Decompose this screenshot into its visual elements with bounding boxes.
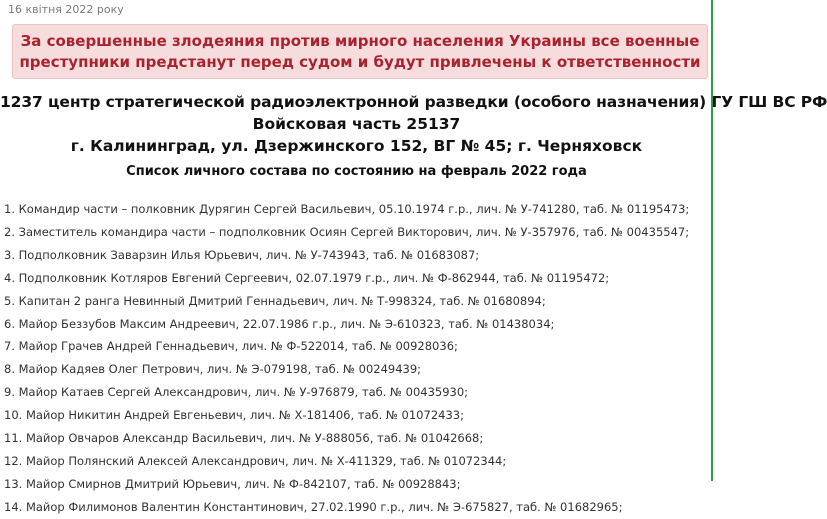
list-item: 12. Майор Полянский Алексей Александрович, лич. № Х-411329, таб. № 01072344; xyxy=(4,453,507,468)
list-item: 5. Капитан 2 ранга Невинный Дмитрий Геннадьевич, лич. № Т-998324, таб. № 01680894; xyxy=(4,293,546,308)
unit-number: Войсковая часть 25137 xyxy=(252,115,461,133)
list-item: 4. Подполковник Котляров Евгений Сергеевич, 02.07.1979 г.р., лич. № Ф-862944, таб. № 01195472; xyxy=(4,270,610,285)
list-item: 1. Командир части – полковник Дурягин Сергей Васильевич, 05.10.1974 г.р., лич. № У-741280, таб. № 01195473; xyxy=(4,202,690,216)
page-title: 1237 центр стратегической радиоэлектронной разведки (особого назначения) ГУ ГШ ВС РФ xyxy=(0,93,827,111)
list-subtitle: Список личного состава по состоянию на февраль 2022 года xyxy=(126,164,587,179)
list-item: 9. Майор Катаев Сергей Александрович, лич. № У-976879, таб. № 00435930; xyxy=(4,385,469,400)
list-item: 3. Подполковник Заварзин Илья Юрьевич, лич. № У-743943, таб. № 01683087; xyxy=(4,247,480,262)
list-item: 11. Майор Овчаров Александр Васильевич, лич. № У-888056, таб. № 01042668; xyxy=(4,431,484,446)
document-header xyxy=(0,91,827,181)
alert-line-2: преступники предстанут перед судом и будут привлечены к ответственности xyxy=(19,53,701,71)
list-item: 7. Майор Грачев Андрей Геннадьевич, лич. № Ф-522014, таб. № 00928036; xyxy=(4,339,458,354)
list-item: 13. Майор Смирнов Дмитрий Юрьевич, лич. № Ф-842107, таб. № 00928843; xyxy=(4,476,461,491)
alert-banner xyxy=(12,24,708,79)
list-item: 2. Заместитель командира части – подполковник Осиян Сергей Викторович, лич. № У-357976, таб. № 00435547; xyxy=(4,224,690,239)
list-item: 6. Майор Беззубов Максим Андреевич, 22.07.1986 г.р., лич. № Э-610323, таб. № 01438034; xyxy=(4,316,555,331)
personnel-list xyxy=(0,198,713,519)
publication-date: 16 квітня 2022 року xyxy=(8,3,124,16)
list-item: 8. Майор Кадяев Олег Петрович, лич. № Э-079198, таб. № 00249439; xyxy=(4,362,422,377)
list-item: 14. Майор Филимонов Валентин Константинович, 27.02.1990 г.р., лич. № Э-675827, таб. № 01682965; xyxy=(4,499,623,514)
alert-line-1: За совершенные злодеяния против мирного населения Украины все военные xyxy=(20,32,700,50)
list-item: 10. Майор Никитин Андрей Евгеньевич, лич. № Х-181406, таб. № 01072433; xyxy=(4,408,464,423)
unit-address: г. Калининград, ул. Дзержинского 152, ВГ № 45; г. Черняховск xyxy=(70,137,643,155)
